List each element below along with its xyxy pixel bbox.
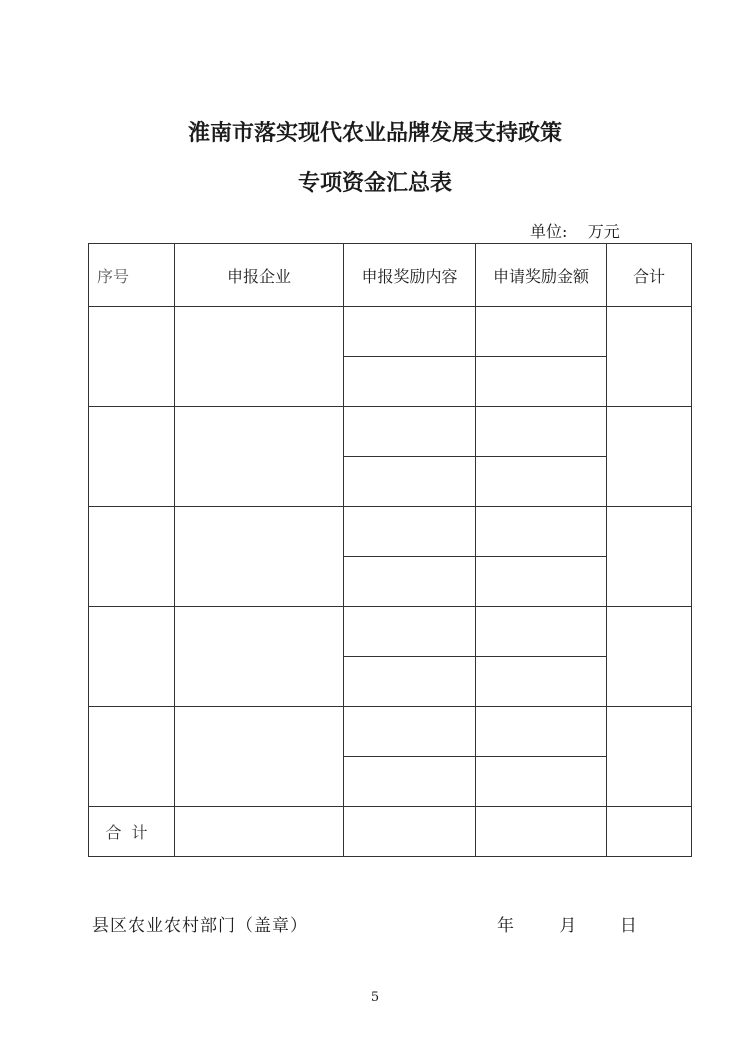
amount-cell bbox=[476, 457, 607, 507]
total-cell bbox=[607, 407, 692, 507]
table-row bbox=[89, 307, 692, 357]
amount-cell bbox=[476, 507, 607, 557]
document-title-line2: 专项资金汇总表 bbox=[297, 170, 452, 196]
table-row bbox=[89, 607, 692, 657]
summary-table bbox=[88, 243, 692, 857]
company-cell bbox=[175, 507, 344, 607]
content-cell bbox=[344, 757, 476, 807]
total-cell bbox=[607, 307, 692, 407]
total-cell bbox=[607, 707, 692, 807]
content-cell bbox=[344, 807, 476, 857]
amount-cell bbox=[476, 557, 607, 607]
header-amount: 申请奖励金额 bbox=[476, 244, 607, 307]
table-total-row bbox=[89, 807, 692, 857]
table-row bbox=[89, 707, 692, 757]
unit-note bbox=[530, 219, 620, 242]
day-label: 日 bbox=[619, 916, 637, 936]
page-number: 5 bbox=[370, 990, 380, 1005]
company-cell bbox=[175, 407, 344, 507]
unit-value: 万元 bbox=[587, 222, 620, 241]
amount-cell bbox=[476, 757, 607, 807]
header-content: 申报奖励内容 bbox=[344, 244, 476, 307]
content-cell bbox=[344, 357, 476, 407]
department-seal-line: 县区农业农村部门（盖章） bbox=[92, 916, 308, 936]
seq-cell bbox=[89, 707, 175, 807]
content-cell bbox=[344, 407, 476, 457]
amount-cell bbox=[476, 607, 607, 657]
seq-cell bbox=[89, 307, 175, 407]
seq-cell bbox=[89, 407, 175, 507]
table-row bbox=[89, 407, 692, 457]
content-cell bbox=[344, 557, 476, 607]
seq-cell bbox=[89, 507, 175, 607]
content-cell bbox=[344, 507, 476, 557]
content-cell bbox=[344, 457, 476, 507]
unit-label: 单位: bbox=[530, 222, 568, 241]
total-cell bbox=[607, 507, 692, 607]
company-cell bbox=[175, 707, 344, 807]
amount-cell bbox=[476, 807, 607, 857]
content-cell bbox=[344, 657, 476, 707]
company-cell bbox=[175, 807, 344, 857]
amount-cell bbox=[476, 657, 607, 707]
company-cell bbox=[175, 307, 344, 407]
total-cell bbox=[607, 607, 692, 707]
header-total: 合计 bbox=[607, 244, 692, 307]
total-cell bbox=[607, 807, 692, 857]
amount-cell bbox=[476, 357, 607, 407]
document-title-line1: 淮南市落实现代农业品牌发展支持政策 bbox=[187, 120, 562, 146]
table-header-row bbox=[89, 244, 692, 307]
content-cell bbox=[344, 707, 476, 757]
header-company: 申报企业 bbox=[175, 244, 344, 307]
header-seq: 序号 bbox=[89, 244, 175, 307]
month-label: 月 bbox=[559, 916, 577, 936]
content-cell bbox=[344, 307, 476, 357]
company-cell bbox=[175, 607, 344, 707]
year-label: 年 bbox=[497, 916, 514, 936]
amount-cell bbox=[476, 407, 607, 457]
table-row bbox=[89, 507, 692, 557]
seq-cell bbox=[89, 607, 175, 707]
content-cell bbox=[344, 607, 476, 657]
amount-cell bbox=[476, 707, 607, 757]
amount-cell bbox=[476, 307, 607, 357]
date-line bbox=[497, 911, 637, 936]
total-row-label: 合计 bbox=[89, 807, 175, 857]
